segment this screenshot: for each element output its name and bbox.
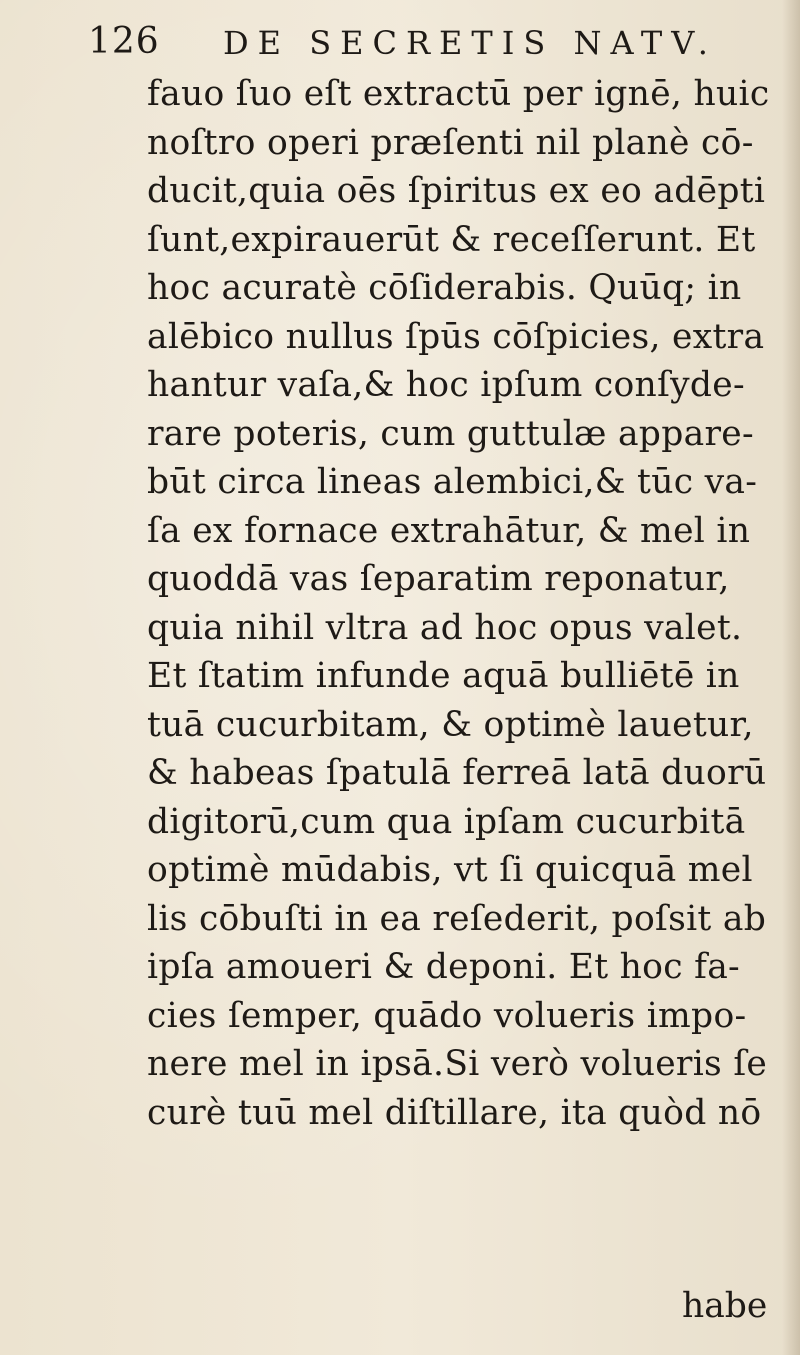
text-line: quia nihil vltra ad hoc opus valet. [147,607,743,648]
text-line: digitorū,cum qua ipſam cucurbitā [147,801,746,842]
text-line: ducit,quia oēs ſpiritus ex eo adēpti [147,171,766,211]
text-line: noſtro operi præſenti nil planè cō- [147,122,754,163]
catchword: habe [682,1286,768,1326]
text-line: lis cōbuſti in ea reſederit, poſsit ab [147,898,767,939]
text-line: alēbico nullus ſpūs cōſpicies, extra [147,316,765,357]
text-line: rare poteris, cum guttulæ appare- [147,413,754,454]
text-line: optimè mūdabis, vt ſi quicquā mel [147,850,753,890]
running-head: DE SECRETIS NATV. [223,24,717,62]
page-edge-shadow [782,0,800,1355]
page-header [88,22,778,62]
text-line: quoddā vas ſeparatim reponatur, [147,559,730,599]
text-line: hantur vaſa,& hoc ipſum conſyde- [147,365,745,405]
text-line: tuā cucurbitam, & optimè lauetur, [147,704,754,745]
page-number: 126 [88,21,160,62]
text-line: & habeas ſpatulā ferreā latā duorū [147,753,767,793]
text-line: ſa ex fornace extrahātur, & mel in [147,510,751,551]
text-line: hoc acuratè cōſiderabis. Quūq; in [147,268,742,308]
text-line: Et ſtatim infunde aquā bulliētē in [147,656,740,696]
text-line: būt circa lineas alembici,& tūc va- [147,462,758,502]
text-line: curè tuū mel diſtillare, ita quòd nō [147,1092,762,1133]
text-line: ſunt,expirauerūt & receſſerunt. Et [147,219,756,260]
text-line: cies ſemper, quādo volueris impo- [147,995,747,1036]
text-line: nere mel in ipsā.Si verò volueris ſe [147,1044,768,1084]
body-text [147,70,777,1137]
text-line: ipſa amoueri & deponi. Et hoc fa- [147,947,741,987]
text-line: fauo ſuo eſt extractū per ignē, huic [147,74,770,114]
